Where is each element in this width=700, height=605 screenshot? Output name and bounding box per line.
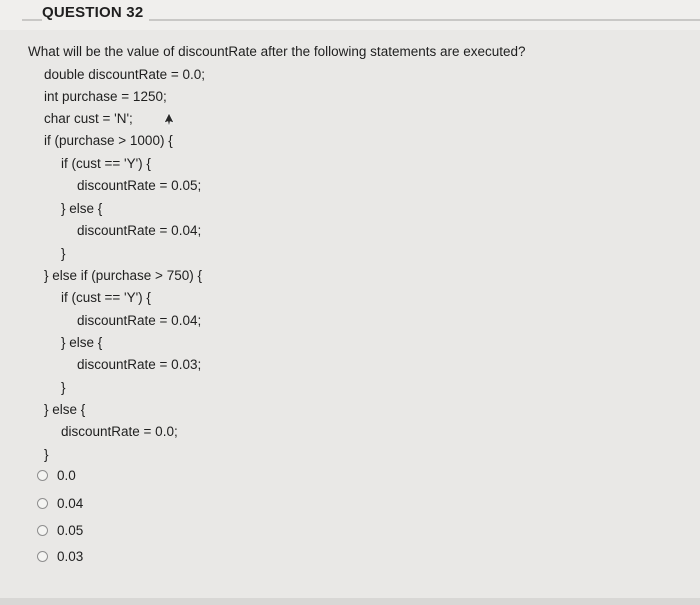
option-0-04[interactable] [37, 496, 83, 511]
code-line: discountRate = 0.04; [77, 313, 202, 328]
question-title: QUESTION 32 [42, 4, 149, 21]
code-line: } [61, 246, 66, 261]
code-line: discountRate = 0.05; [77, 178, 202, 193]
radio-button-icon[interactable] [37, 498, 48, 509]
code-line: discountRate = 0.04; [77, 223, 202, 238]
code-line: } [44, 447, 49, 462]
option-label: 0.04 [57, 496, 84, 511]
option-label: 0.05 [57, 523, 84, 538]
code-line: } [61, 380, 66, 395]
option-0-05[interactable] [37, 523, 83, 538]
code-line: } else if (purchase > 750) { [44, 268, 202, 283]
option-0-0[interactable] [37, 468, 76, 483]
code-line: if (cust == 'Y') { [61, 290, 151, 305]
code-line: } else { [61, 201, 103, 216]
question-prompt: What will be the value of discountRate after the following statements are executed? [28, 44, 526, 59]
mouse-pointer-icon [163, 112, 175, 128]
code-line: double discountRate = 0.0; [44, 67, 205, 82]
code-line: if (cust == 'Y') { [61, 156, 151, 171]
code-line: } else { [44, 402, 86, 417]
radio-button-icon[interactable] [37, 525, 48, 536]
radio-button-icon[interactable] [37, 470, 48, 481]
code-line: } else { [61, 335, 103, 350]
code-line: discountRate = 0.0; [61, 424, 178, 439]
code-line: char cust = 'N'; [44, 111, 133, 126]
radio-button-icon[interactable] [37, 551, 48, 562]
code-line: discountRate = 0.03; [77, 357, 202, 372]
code-line: int purchase = 1250; [44, 89, 167, 104]
option-label: 0.0 [57, 468, 76, 483]
option-label: 0.03 [57, 549, 84, 564]
code-line: if (purchase > 1000) { [44, 133, 173, 148]
bottom-edge [0, 598, 700, 605]
option-0-03[interactable] [37, 549, 83, 564]
